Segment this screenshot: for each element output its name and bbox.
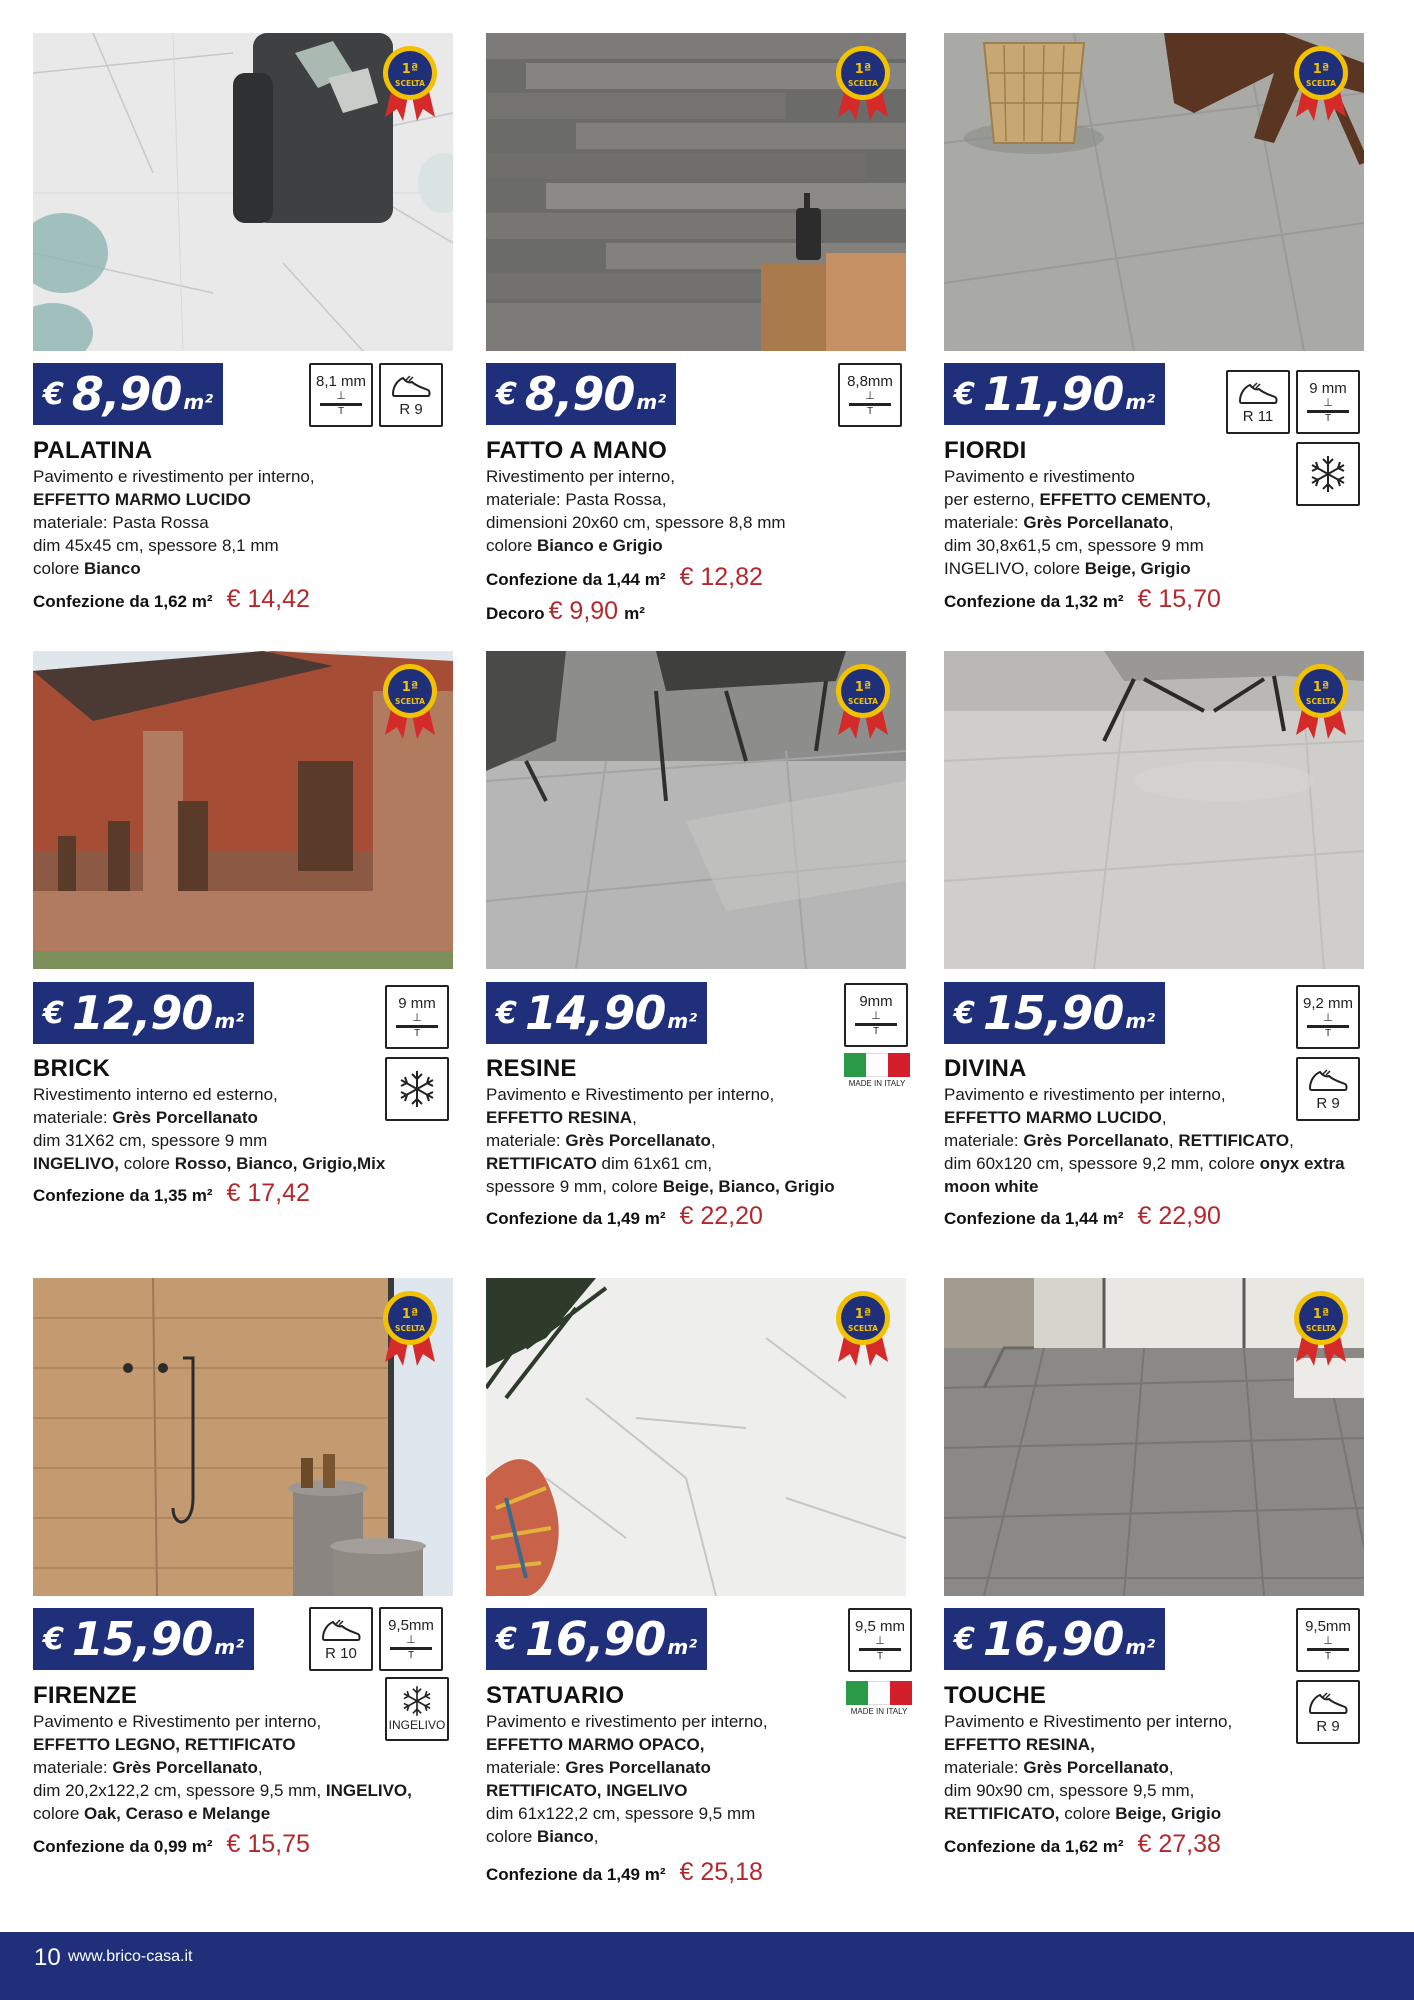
product-description bbox=[486, 1083, 835, 1198]
price-tag bbox=[33, 982, 254, 1044]
description-line bbox=[33, 511, 315, 534]
pack-price: € 22,90 bbox=[1137, 1202, 1221, 1230]
badge-top-text: 1ª bbox=[854, 680, 872, 695]
spec-icons-2 bbox=[379, 1057, 449, 1121]
badge-bottom-text: SCELTA bbox=[848, 1324, 878, 1333]
badge-bottom-text: SCELTA bbox=[395, 697, 425, 706]
pack-info bbox=[944, 1830, 1221, 1859]
product-description bbox=[486, 465, 786, 557]
badge-top-text: 1ª bbox=[1312, 62, 1330, 77]
description-text: colore bbox=[33, 1804, 85, 1823]
price-tag bbox=[486, 982, 707, 1044]
description-line bbox=[33, 1083, 385, 1106]
price-tag bbox=[486, 1608, 707, 1670]
price-unit: m² bbox=[214, 1009, 244, 1033]
description-text: EFFETTO CEMENTO, bbox=[1039, 490, 1211, 509]
pack-label: Confezione da 1,44 m² bbox=[486, 570, 666, 589]
price-tag bbox=[944, 363, 1165, 425]
thickness-label: 9,5mm bbox=[1305, 1617, 1351, 1635]
description-line bbox=[944, 1756, 1232, 1779]
pack-info bbox=[33, 585, 310, 614]
spec-icons bbox=[303, 1607, 443, 1671]
frost-label: INGELIVO bbox=[388, 1718, 446, 1732]
description-text: dimensioni 20x60 cm, spessore 8,8 mm bbox=[486, 513, 786, 532]
currency-symbol: € bbox=[43, 1621, 64, 1657]
description-text: spessore 9 mm, colore bbox=[486, 1177, 663, 1196]
spec-icons bbox=[1220, 370, 1360, 434]
description-text: Rivestimento interno ed esterno, bbox=[33, 1085, 278, 1104]
pack-label: Confezione da 1,49 m² bbox=[486, 1865, 666, 1884]
badge-top-text: 1ª bbox=[401, 680, 419, 695]
pack-price: € 15,70 bbox=[1137, 585, 1221, 613]
description-text: Pavimento e rivestimento bbox=[944, 467, 1135, 486]
description-text: Grès Porcellanato bbox=[112, 1758, 258, 1777]
made-in-italy-label: MADE IN ITALY bbox=[850, 1707, 908, 1716]
currency-symbol: € bbox=[954, 995, 975, 1031]
product-name: RESINE bbox=[486, 1055, 577, 1082]
price-unit: m² bbox=[1125, 1635, 1155, 1659]
pack-label: Confezione da 1,62 m² bbox=[33, 592, 213, 611]
badge-top-text: 1ª bbox=[854, 1307, 872, 1322]
thickness-icon: 9 mm ⊥ T bbox=[385, 985, 449, 1049]
description-text: moon white bbox=[944, 1177, 1039, 1196]
description-text: Pavimento e Rivestimento per interno, bbox=[33, 1712, 322, 1731]
product-name: PALATINA bbox=[33, 437, 153, 464]
badge-top-text: 1ª bbox=[401, 62, 419, 77]
description-line bbox=[944, 1129, 1345, 1152]
currency-symbol: € bbox=[496, 995, 517, 1031]
currency-symbol: € bbox=[496, 376, 517, 412]
product-name: BRICK bbox=[33, 1055, 110, 1082]
price-tag bbox=[33, 1608, 254, 1670]
description-text: Pavimento e Rivestimento per interno, bbox=[486, 1085, 775, 1104]
product-description bbox=[33, 1710, 412, 1825]
description-text: RETTIFICATO bbox=[486, 1154, 597, 1173]
description-text: EFFETTO MARMO LUCIDO bbox=[33, 490, 251, 509]
slip-rating-label: R 10 bbox=[325, 1645, 357, 1662]
description-text: per esterno, bbox=[944, 490, 1040, 509]
spec-icons bbox=[379, 985, 449, 1049]
prima-scelta-badge bbox=[1290, 1288, 1352, 1368]
prima-scelta-badge bbox=[379, 1288, 441, 1368]
description-text: colore bbox=[33, 559, 85, 578]
description-text: colore bbox=[486, 536, 538, 555]
badge-top-text: 1ª bbox=[401, 1307, 419, 1322]
thickness-label: 8,8mm bbox=[847, 372, 893, 390]
description-line bbox=[486, 1733, 768, 1756]
pack-label: Confezione da 0,99 m² bbox=[33, 1837, 213, 1856]
thickness-label: 9,2 mm bbox=[1302, 994, 1353, 1012]
product-name: FIORDI bbox=[944, 437, 1027, 464]
description-text: , bbox=[1168, 1758, 1174, 1777]
description-text: dim 30,8x61,5 cm, spessore 9 mm bbox=[944, 536, 1204, 555]
description-text: materiale: bbox=[944, 1758, 1024, 1777]
description-text: materiale: bbox=[944, 513, 1024, 532]
description-text: , bbox=[257, 1758, 263, 1777]
description-line bbox=[944, 1710, 1232, 1733]
description-line bbox=[486, 1175, 835, 1198]
description-line bbox=[486, 488, 786, 511]
description-line bbox=[944, 488, 1211, 511]
slip-rating-label: R 9 bbox=[1316, 1718, 1340, 1735]
prima-scelta-badge bbox=[1290, 43, 1352, 123]
description-line bbox=[944, 465, 1211, 488]
currency-symbol: € bbox=[43, 376, 64, 412]
description-line bbox=[486, 1083, 835, 1106]
thickness-label: 9,5 mm bbox=[854, 1617, 905, 1635]
description-text: Bianco e Grigio bbox=[537, 536, 663, 555]
page-footer bbox=[0, 1932, 1414, 2000]
description-text: RETTIFICATO, bbox=[944, 1804, 1060, 1823]
frost-resistant-snowflake-icon bbox=[385, 1057, 449, 1121]
description-line bbox=[33, 1152, 385, 1175]
description-line bbox=[944, 1152, 1345, 1175]
description-text: EFFETTO MARMO LUCIDO bbox=[944, 1108, 1162, 1127]
spec-icons bbox=[1290, 985, 1360, 1049]
prima-scelta-badge bbox=[832, 43, 894, 123]
description-text: , bbox=[632, 1108, 637, 1127]
spec-icons bbox=[1290, 1608, 1360, 1672]
pack-label: Confezione da 1,44 m² bbox=[944, 1209, 1124, 1228]
description-line bbox=[486, 534, 786, 557]
description-text: dim 45x45 cm, spessore 8,1 mm bbox=[33, 536, 279, 555]
description-text: Beige, Grigio bbox=[1115, 1804, 1222, 1823]
description-line bbox=[33, 1802, 412, 1825]
prima-scelta-badge bbox=[832, 661, 894, 741]
description-text: Pavimento e rivestimento per interno, bbox=[944, 1085, 1226, 1104]
pack-price: € 14,42 bbox=[226, 585, 310, 613]
product-name: DIVINA bbox=[944, 1055, 1027, 1082]
description-line bbox=[33, 465, 315, 488]
description-line bbox=[33, 1733, 412, 1756]
prima-scelta-badge bbox=[379, 661, 441, 741]
description-text: Grès Porcellanato bbox=[1023, 1758, 1169, 1777]
price-unit: m² bbox=[667, 1009, 697, 1033]
description-line bbox=[486, 1779, 768, 1802]
description-line bbox=[486, 511, 786, 534]
price-value: 16,90 bbox=[524, 1612, 666, 1666]
price-tag bbox=[944, 1608, 1165, 1670]
decor-label: Decoro bbox=[486, 604, 545, 623]
price-unit: m² bbox=[1125, 390, 1155, 414]
description-text: , bbox=[1289, 1131, 1294, 1150]
product-description bbox=[944, 465, 1211, 580]
description-text: , bbox=[710, 1131, 716, 1150]
price-unit: m² bbox=[636, 390, 666, 414]
description-text: dim 20,2x122,2 cm, spessore 9,5 mm, bbox=[33, 1781, 326, 1800]
product-description bbox=[486, 1710, 768, 1848]
pack-info bbox=[33, 1179, 310, 1208]
description-text: , bbox=[593, 1827, 599, 1846]
description-text: Beige, Grigio bbox=[1084, 559, 1191, 578]
description-line bbox=[486, 1802, 768, 1825]
price-unit: m² bbox=[1125, 1009, 1155, 1033]
description-text: , bbox=[1161, 1108, 1167, 1127]
description-line bbox=[33, 488, 315, 511]
description-text: Grès Porcellanato bbox=[1023, 513, 1169, 532]
description-line bbox=[486, 1710, 768, 1733]
slip-rating-label: R 9 bbox=[1316, 1095, 1340, 1112]
pack-price: € 17,42 bbox=[226, 1179, 310, 1207]
description-text: materiale: Pasta Rossa bbox=[33, 513, 209, 532]
pack-info bbox=[33, 1830, 310, 1859]
pack-label: Confezione da 1,62 m² bbox=[944, 1837, 1124, 1856]
thickness-label: 9mm bbox=[859, 992, 893, 1010]
badge-bottom-text: SCELTA bbox=[1306, 1324, 1336, 1333]
description-text: Gres Porcellanato bbox=[565, 1758, 711, 1777]
description-text: EFFETTO LEGNO, RETTIFICATO bbox=[33, 1735, 296, 1754]
description-text: INGELIVO, colore bbox=[944, 559, 1085, 578]
description-line bbox=[944, 534, 1211, 557]
italian-flag-icon bbox=[844, 1053, 910, 1088]
thickness-label: 8,1 mm bbox=[315, 372, 366, 390]
slip-resistance-shoe-icon bbox=[1226, 370, 1290, 434]
italian-flag-icon bbox=[846, 1681, 912, 1716]
badge-top-text: 1ª bbox=[1312, 680, 1330, 695]
description-line bbox=[944, 557, 1211, 580]
frost-resistant-snowflake-icon bbox=[1296, 442, 1360, 506]
description-text: Oak, Ceraso e Melange bbox=[84, 1804, 271, 1823]
description-line bbox=[944, 1106, 1345, 1129]
price-value: 12,90 bbox=[71, 986, 213, 1040]
thickness-icon: 8,8mm ⊥ T bbox=[838, 363, 902, 427]
thickness-icon: 8,1 mm ⊥ T bbox=[309, 363, 373, 427]
currency-symbol: € bbox=[496, 1621, 517, 1657]
prima-scelta-badge bbox=[1290, 661, 1352, 741]
product-description bbox=[33, 1083, 385, 1175]
slip-rating-label: R 11 bbox=[1242, 408, 1274, 425]
description-line bbox=[944, 511, 1211, 534]
description-text: dim 90x90 cm, spessore 9,5 mm, bbox=[944, 1781, 1195, 1800]
product-name: STATUARIO bbox=[486, 1682, 625, 1709]
price-value: 15,90 bbox=[982, 986, 1124, 1040]
thickness-icon: 9,5 mm ⊥ T bbox=[848, 1608, 912, 1672]
description-text: dim 61x122,2 cm, spessore 9,5 mm bbox=[486, 1804, 756, 1823]
slip-resistance-shoe-icon bbox=[379, 363, 443, 427]
description-line bbox=[944, 1175, 1345, 1198]
description-line bbox=[944, 1733, 1232, 1756]
description-text: Beige, Bianco, Grigio bbox=[662, 1177, 835, 1196]
thickness-icon: 9,5mm ⊥ T bbox=[1296, 1608, 1360, 1672]
description-text: EFFETTO RESINA, bbox=[944, 1735, 1095, 1754]
price-unit: m² bbox=[183, 390, 213, 414]
product-description bbox=[944, 1710, 1232, 1825]
pack-info bbox=[944, 1202, 1221, 1231]
spec-icons bbox=[842, 1608, 912, 1672]
currency-symbol: € bbox=[954, 1621, 975, 1657]
pack-info bbox=[486, 1202, 763, 1231]
price-unit: m² bbox=[214, 1635, 244, 1659]
description-text: , bbox=[1168, 513, 1174, 532]
description-text: INGELIVO, bbox=[325, 1781, 412, 1800]
pack-label: Confezione da 1,32 m² bbox=[944, 592, 1124, 611]
price-value: 14,90 bbox=[524, 986, 666, 1040]
product-description bbox=[33, 465, 315, 580]
description-line bbox=[486, 1756, 768, 1779]
badge-top-text: 1ª bbox=[854, 62, 872, 77]
description-text: colore bbox=[1059, 1804, 1116, 1823]
badge-bottom-text: SCELTA bbox=[1306, 697, 1336, 706]
description-text: colore bbox=[486, 1827, 538, 1846]
prima-scelta-badge bbox=[379, 43, 441, 123]
description-text: onyx extra bbox=[1259, 1154, 1345, 1173]
badge-bottom-text: SCELTA bbox=[848, 79, 878, 88]
price-tag bbox=[944, 982, 1165, 1044]
spec-icons bbox=[303, 363, 443, 427]
description-text: dim 61x61 cm, bbox=[596, 1154, 713, 1173]
description-line bbox=[486, 465, 786, 488]
description-text: , bbox=[1168, 1131, 1179, 1150]
spec-icons bbox=[838, 983, 908, 1047]
description-text: Grès Porcellanato bbox=[1023, 1131, 1169, 1150]
badge-bottom-text: SCELTA bbox=[1306, 79, 1336, 88]
description-line bbox=[944, 1779, 1232, 1802]
spec-icons-2 bbox=[1290, 1680, 1360, 1744]
thickness-label: 9,5mm bbox=[388, 1616, 434, 1634]
description-line bbox=[944, 1802, 1232, 1825]
badge-bottom-text: SCELTA bbox=[395, 79, 425, 88]
product-description bbox=[944, 1083, 1345, 1198]
website-link[interactable]: www.brico-casa.it bbox=[68, 1948, 193, 1965]
thickness-icon: 9,2 mm ⊥ T bbox=[1296, 985, 1360, 1049]
product-name: FATTO A MANO bbox=[486, 437, 668, 464]
description-text: Grès Porcellanato bbox=[112, 1108, 258, 1127]
slip-resistance-shoe-icon bbox=[309, 1607, 373, 1671]
page-number: 10 bbox=[34, 1944, 61, 1971]
description-line bbox=[33, 1710, 412, 1733]
description-text: Rosso, Bianco, Grigio,Mix bbox=[174, 1154, 386, 1173]
product-name: FIRENZE bbox=[33, 1682, 138, 1709]
pack-info bbox=[486, 563, 763, 592]
thickness-icon: 9,5mm ⊥ T bbox=[379, 1607, 443, 1671]
decor-price: € 9,90 bbox=[548, 597, 619, 625]
pack-price: € 12,82 bbox=[679, 563, 763, 591]
pack-label: Confezione da 1,35 m² bbox=[33, 1186, 213, 1205]
price-value: 8,90 bbox=[524, 367, 635, 421]
pack-price: € 25,18 bbox=[679, 1858, 763, 1886]
description-text: dim 31X62 cm, spessore 9 mm bbox=[33, 1131, 268, 1150]
pack-price: € 22,20 bbox=[679, 1202, 763, 1230]
description-text: RETTIFICATO, INGELIVO bbox=[486, 1781, 688, 1800]
description-text: Grès Porcellanato bbox=[565, 1131, 711, 1150]
description-line bbox=[486, 1106, 835, 1129]
price-tag bbox=[33, 363, 223, 425]
price-value: 8,90 bbox=[71, 367, 182, 421]
price-value: 16,90 bbox=[982, 1612, 1124, 1666]
description-line bbox=[486, 1152, 835, 1175]
spec-icons bbox=[832, 363, 902, 427]
slip-rating-label: R 9 bbox=[399, 401, 423, 418]
slip-resistance-shoe-icon bbox=[1296, 1680, 1360, 1744]
description-text: materiale: bbox=[486, 1758, 566, 1777]
product-name: TOUCHE bbox=[944, 1682, 1047, 1709]
description-line bbox=[486, 1129, 835, 1152]
currency-symbol: € bbox=[43, 995, 64, 1031]
badge-bottom-text: SCELTA bbox=[848, 697, 878, 706]
prima-scelta-badge bbox=[832, 1288, 894, 1368]
description-line bbox=[944, 1083, 1345, 1106]
pack-info bbox=[944, 585, 1221, 614]
description-text: dim 60x120 cm, spessore 9,2 mm, colore bbox=[944, 1154, 1260, 1173]
price-tag bbox=[486, 363, 676, 425]
description-text: materiale: bbox=[33, 1108, 113, 1127]
description-text: EFFETTO RESINA bbox=[486, 1108, 633, 1127]
description-line bbox=[33, 557, 315, 580]
description-text: materiale: bbox=[33, 1758, 113, 1777]
description-line bbox=[33, 534, 315, 557]
decor-unit: m² bbox=[624, 604, 645, 623]
description-line bbox=[33, 1756, 412, 1779]
price-value: 11,90 bbox=[982, 367, 1124, 421]
description-text: materiale: Pasta Rossa, bbox=[486, 490, 667, 509]
description-text: Pavimento e Rivestimento per interno, bbox=[944, 1712, 1233, 1731]
description-line bbox=[33, 1779, 412, 1802]
thickness-icon: 9mm ⊥ T bbox=[844, 983, 908, 1047]
description-text: colore bbox=[118, 1154, 175, 1173]
price-unit: m² bbox=[667, 1635, 697, 1659]
description-text: Pavimento e rivestimento per interno, bbox=[33, 467, 315, 486]
thickness-label: 9 mm bbox=[398, 994, 436, 1012]
description-text: EFFETTO MARMO OPACO, bbox=[486, 1735, 705, 1754]
description-text: Bianco bbox=[84, 559, 141, 578]
spec-icons-2 bbox=[1290, 442, 1360, 506]
description-line bbox=[33, 1106, 385, 1129]
currency-symbol: € bbox=[954, 376, 975, 412]
badge-bottom-text: SCELTA bbox=[395, 1324, 425, 1333]
description-text: Pavimento e rivestimento per interno, bbox=[486, 1712, 768, 1731]
made-in-italy-label: MADE IN ITALY bbox=[848, 1079, 906, 1088]
description-text: Rivestimento per interno, bbox=[486, 467, 675, 486]
description-text: INGELIVO, bbox=[33, 1154, 119, 1173]
description-text: materiale: bbox=[486, 1131, 566, 1150]
pack-price: € 15,75 bbox=[226, 1830, 310, 1858]
description-line bbox=[486, 1825, 768, 1848]
thickness-label: 9 mm bbox=[1309, 379, 1347, 397]
description-text: RETTIFICATO bbox=[1178, 1131, 1290, 1150]
description-text: Bianco bbox=[537, 1827, 594, 1846]
description-text: materiale: bbox=[944, 1131, 1024, 1150]
price-value: 15,90 bbox=[71, 1612, 213, 1666]
pack-price: € 27,38 bbox=[1137, 1830, 1221, 1858]
badge-top-text: 1ª bbox=[1312, 1307, 1330, 1322]
thickness-icon: 9 mm ⊥ T bbox=[1296, 370, 1360, 434]
pack-label: Confezione da 1,49 m² bbox=[486, 1209, 666, 1228]
description-line bbox=[33, 1129, 385, 1152]
pack-info bbox=[486, 1858, 763, 1887]
decor-info bbox=[486, 597, 645, 626]
